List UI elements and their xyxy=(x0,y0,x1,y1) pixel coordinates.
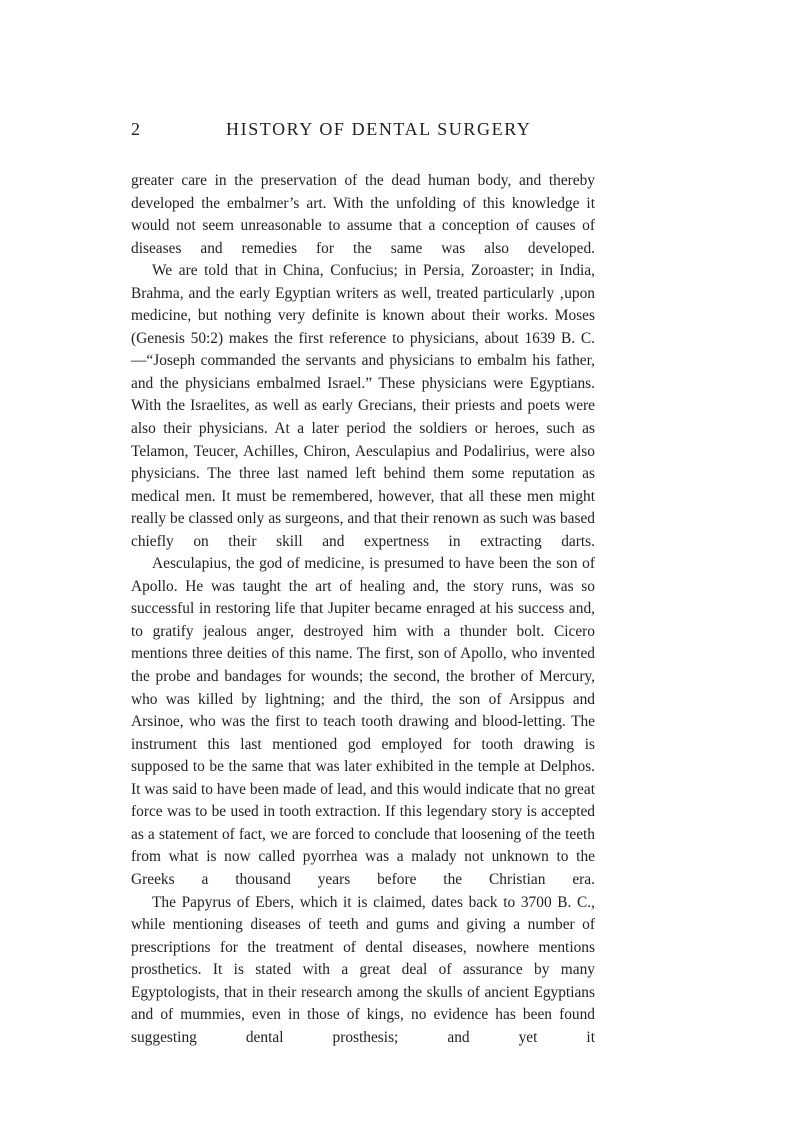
page-number: 2 xyxy=(131,119,141,139)
paragraph: We are told that in China, Confucius; in Persia, Zoroaster; in India, Brahma, and the early Egyptian writers as well, treated particularly ‚upon medicine, but nothing very definite is known about their works. Moses (Genesis 50:2) makes the first reference to physicians, about 1639 B. C.—“Joseph commanded the servants and physicians to embalm his father, and the physicians embalmed Israel.” These physicians were Egyptians. With the Israelites, as well as early Grecians, their priests and poets were also their physicians. At a later period the soldiers or heroes, such as Telamon, Teucer, Achilles, Chiron, Aesculapius and Podalirius, were also physicians. The three last named left behind them some reputation as medical men. It must be remembered, however, that all these men might really be classed only as surgeons, and that their renown as such was based chiefly on their skill and expertness in extracting darts. xyxy=(131,262,595,550)
paragraph: Aesculapius, the god of medicine, is presumed to have been the son of Apollo. He was taught the art of healing and, the story runs, was so successful in restoring life that Jupiter became enraged at his success and, to gratify jealous anger, destroyed him with a thunder bolt. Cicero mentions three deities of this name. The first, son of Apollo, who invented the probe and bandages for wounds; the second, the brother of Mercury, who was killed by lightning; and the third, the son of Arsippus and Arsinoe, who was the first to teach tooth drawing and blood-letting. The instrument this last mentioned god employed for tooth drawing is supposed to be the same that was later exhibited in the temple at Delphos. It was said to have been made of lead, and this would indicate that no great force was to be used in tooth extraction. If this legendary story is accepted as a statement of fact, we are forced to conclude that loosening of the teeth from what is now called pyorrhea was a malady not unknown to the Greeks a thousand years before the Christian era. xyxy=(131,555,595,888)
running-head: HISTORY OF DENTAL SURGERY xyxy=(226,119,532,139)
body-text xyxy=(131,170,595,1049)
page-header xyxy=(131,119,593,143)
paragraph: The Papyrus of Ebers, which it is claimed, dates back to 3700 B. C., while mentioning diseases of teeth and gums and giving a number of prescriptions for the treatment of dental diseases, nowhere mentions prosthetics. It is stated with a great deal of assurance by many Egyptologists, that in their research among the skulls of ancient Egyptians and of mummies, even in those of kings, no evidence has been found suggesting dental prosthesis; and yet it xyxy=(131,893,595,1046)
paragraph: greater care in the preservation of the dead human body, and thereby developed the embalmer’s art. With the unfolding of this knowledge it would not seem unreasonable to assume that a conception of causes of diseases and remedies for the same was also developed. xyxy=(131,172,595,257)
